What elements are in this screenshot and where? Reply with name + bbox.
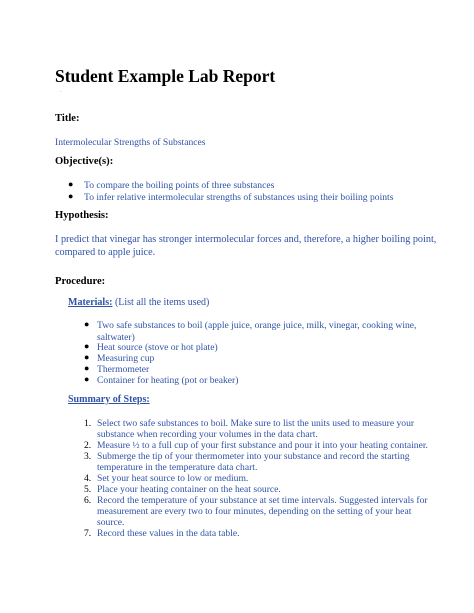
procedure-label: Procedure: — [55, 276, 106, 287]
page-title: Student Example Lab Report — [55, 66, 276, 86]
step-item: Record the temperature of your substance at set time intervals. Suggested intervals for — [97, 495, 428, 506]
bullet-dot-icon: ● — [84, 341, 90, 351]
materials-note: (List all the items used) — [114, 297, 210, 308]
title-value: Intermolecular Strengths of Substances — [55, 137, 206, 148]
steps-heading — [68, 394, 150, 405]
material-item: Measuring cup — [97, 353, 155, 364]
step-number: 4. — [84, 473, 92, 484]
step-number: 2. — [84, 440, 92, 451]
material-item: Two safe substances to boil (apple juice, orange juice, milk, vinegar, cooking wine, — [97, 320, 417, 331]
material-item: Thermometer — [97, 364, 150, 375]
material-item-cont: saltwater) — [97, 332, 135, 343]
step-item-cont: measurement are every two to four minutes, depending on the setting of your heat — [97, 506, 412, 517]
step-item: Record these values in the data table. — [97, 528, 240, 539]
hypothesis-label: Hypothesis: — [55, 210, 109, 221]
step-number: 1. — [84, 418, 92, 429]
material-item: Heat source (stove or hot plate) — [97, 342, 218, 353]
hypothesis-line: I predict that vinegar has stronger intermolecular forces and, therefore, a higher boiling point, — [55, 234, 437, 245]
step-number: 6. — [84, 495, 92, 506]
step-item: Select two safe substances to boil. Make sure to list the units used to measure your — [97, 418, 415, 429]
title-label: Title: — [55, 113, 80, 124]
step-number: 5. — [84, 484, 92, 495]
step-item: Place your heating container on the heat source. — [97, 484, 281, 495]
bullet-dot-icon: ● — [84, 374, 90, 384]
step-item-cont: substance when recording your volumes in the data chart. — [97, 429, 318, 440]
material-item: Container for heating (pot or beaker) — [97, 375, 239, 386]
step-item: Measure ½ to a full cup of your first substance and pour it into your heating container. — [97, 440, 428, 451]
step-item: Set your heat source to low or medium. — [97, 473, 249, 484]
step-number: 7. — [84, 528, 92, 539]
step-item-cont: source. — [97, 517, 125, 528]
objective-item: To compare the boiling points of three substances — [84, 180, 275, 191]
bullet-dot-icon: ● — [84, 319, 90, 329]
steps-label: Summary of Steps: — [68, 394, 150, 405]
step-item-cont: temperature in the temperature data chart. — [97, 462, 258, 473]
step-item: Submerge the tip of your thermometer into your substance and record the starting — [97, 451, 410, 462]
objectives-label: Objective(s): — [55, 156, 114, 167]
stray-marker: . — [60, 88, 62, 94]
bullet-dot-icon: ● — [68, 179, 74, 189]
bullet-dot-icon: ● — [68, 191, 74, 201]
materials-heading — [68, 297, 209, 308]
step-number: 3. — [84, 451, 92, 462]
bullet-dot-icon: ● — [84, 363, 90, 373]
hypothesis-line: compared to apple juice. — [55, 247, 156, 258]
bullet-dot-icon: ● — [84, 352, 90, 362]
objective-item: To infer relative intermolecular strengths of substances using their boiling points — [84, 192, 394, 203]
materials-label: Materials: — [68, 297, 113, 308]
